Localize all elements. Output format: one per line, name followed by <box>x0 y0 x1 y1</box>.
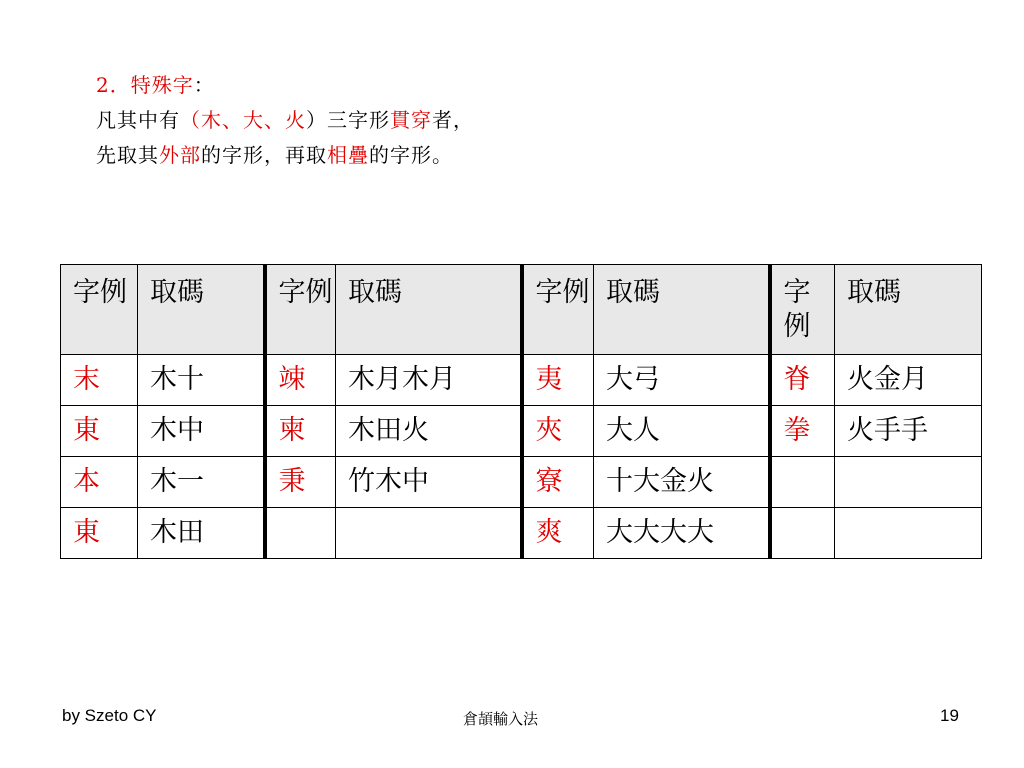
code-cell <box>336 508 522 559</box>
highlight-components: 木、大、火 <box>201 108 306 132</box>
example-char: 本 <box>61 457 138 508</box>
code-cell: 木十 <box>138 355 265 406</box>
intro-text <box>96 68 474 173</box>
code-cell: 木中 <box>138 406 265 457</box>
section-heading: 2．特殊字 <box>96 73 194 97</box>
example-char <box>265 508 336 559</box>
example-char: 柬 <box>265 406 336 457</box>
example-char: 竦 <box>265 355 336 406</box>
example-char: 東 <box>61 406 138 457</box>
code-cell <box>835 508 982 559</box>
text-segment: 三字形 <box>327 108 390 132</box>
example-char: 爽 <box>522 508 594 559</box>
highlight-term: 外部 <box>159 143 201 167</box>
heading-colon: ： <box>193 73 215 97</box>
text-segment: 先取其 <box>96 143 159 167</box>
example-char: 脊 <box>770 355 835 406</box>
table-row <box>61 355 982 406</box>
example-char: 夾 <box>522 406 594 457</box>
example-char: 末 <box>61 355 138 406</box>
highlight-term: 貫穿 <box>390 108 432 132</box>
table-row <box>61 457 982 508</box>
code-cell: 十大金火 <box>594 457 770 508</box>
example-char: 拳 <box>770 406 835 457</box>
header-code: 取碼 <box>835 265 982 355</box>
code-cell: 大弓 <box>594 355 770 406</box>
code-cell: 火手手 <box>835 406 982 457</box>
code-cell: 木田 <box>138 508 265 559</box>
text-segment: 凡其中有 <box>96 108 180 132</box>
example-char: 東 <box>61 508 138 559</box>
code-cell: 竹木中 <box>336 457 522 508</box>
code-cell: 木一 <box>138 457 265 508</box>
code-cell: 木田火 <box>336 406 522 457</box>
text-segment: 的字形，再取 <box>201 143 327 167</box>
page-number: 19 <box>940 706 959 725</box>
intro-line-2 <box>96 103 474 138</box>
header-code: 取碼 <box>138 265 265 355</box>
header-example: 字例 <box>522 265 594 355</box>
code-cell: 大大大大 <box>594 508 770 559</box>
code-cell: 大人 <box>594 406 770 457</box>
code-cell: 火金月 <box>835 355 982 406</box>
highlight-term: 相疊 <box>327 143 369 167</box>
example-char <box>770 457 835 508</box>
code-table <box>60 264 982 559</box>
footer-author: by Szeto CY <box>62 706 157 725</box>
footer-title: 倉頡輸入法 <box>463 710 539 728</box>
code-cell: 木月木月 <box>336 355 522 406</box>
example-char <box>770 508 835 559</box>
example-char: 寮 <box>522 457 594 508</box>
intro-line-1 <box>96 68 474 103</box>
text-segment: ） <box>306 108 327 132</box>
intro-line-3 <box>96 138 474 173</box>
header-example: 字例 <box>265 265 336 355</box>
text-segment: 的字形。 <box>369 143 453 167</box>
header-code: 取碼 <box>594 265 770 355</box>
text-segment: （ <box>180 108 201 132</box>
header-code: 取碼 <box>336 265 522 355</box>
text-segment: 者， <box>432 108 474 132</box>
table-header-row <box>61 265 982 355</box>
header-example: 字例 <box>770 265 835 355</box>
example-char: 夷 <box>522 355 594 406</box>
code-cell <box>835 457 982 508</box>
header-example: 字例 <box>61 265 138 355</box>
table-row <box>61 508 982 559</box>
table-row <box>61 406 982 457</box>
example-char: 秉 <box>265 457 336 508</box>
